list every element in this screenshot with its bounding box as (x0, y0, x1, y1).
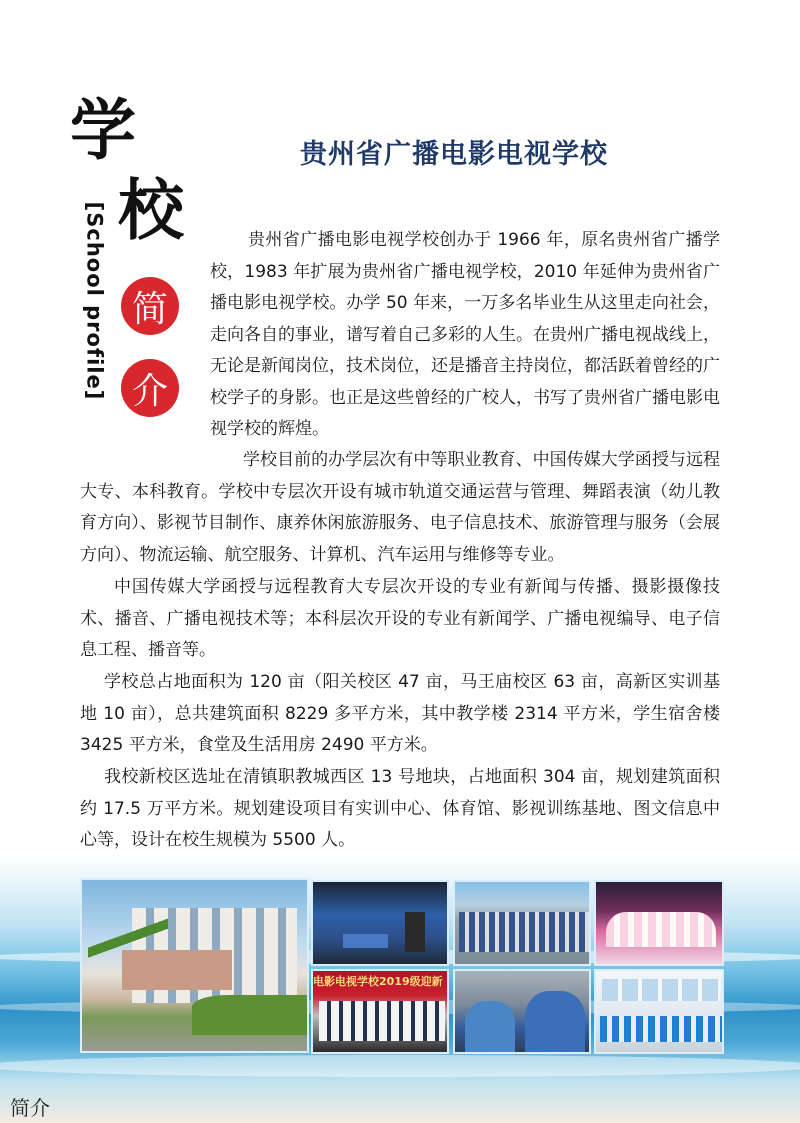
english-subtitle: [School profile] (82, 201, 106, 401)
photo-tv-studio (311, 880, 449, 966)
red-circle-jian: 简 (121, 277, 179, 335)
studio-camera-shape (405, 912, 425, 952)
photo-dance-performance (594, 880, 724, 966)
photo-campus-building (80, 878, 309, 1053)
student-shape (465, 1001, 515, 1054)
photo-military-drill (453, 880, 591, 966)
heading-char-xue: 学 (70, 92, 136, 169)
drill-crowd-shape (459, 912, 589, 952)
canteen-chairs-shape (600, 1016, 722, 1042)
heading-char-xiao: 校 (118, 172, 184, 249)
english-subtitle-vertical (79, 186, 109, 416)
canteen-windows-shape (602, 979, 720, 1001)
lawn-shape (192, 995, 309, 1035)
footer-section-label: 简介 (10, 1096, 50, 1120)
paragraph-history: 贵州省广播电影电视学校创办于 1966 年，原名贵州省广播学校，1983 年扩展为贵州省广播电视学校，2010 年延伸为贵州省广播电影电视学校。办学 50 年来，一万多名毕业生从这里走向社会，走向各自的事业，谱写着自己多彩的人生。在贵州广播电视战线上，无论是新闻岗位，技术岗位，还是播音主持岗位，都活跃着曾经的广校学子的身影。也正是这些曾经的广校人，书写了贵州省广播电影电视学校的辉煌。 (210, 230, 720, 439)
page-title: 贵州省广播电影电视学校 (300, 139, 608, 170)
photo-freshman-group (311, 969, 449, 1054)
paragraph-cuc-programs: 中国传媒大学函授与远程教育大专层次开设的专业有新闻与传播、摄影摄像技术、播音、广播电视技术等；本科层次开设的专业有新闻学、广播电视编导、电子信息工程、播音等。 (80, 577, 720, 660)
studio-desk-shape (343, 934, 388, 948)
group-people-shape (319, 1001, 445, 1041)
dancers-shape (606, 912, 716, 947)
red-circle-jie: 介 (121, 359, 179, 417)
photo-electronics-lab (453, 969, 591, 1054)
palm-leaf-shape (88, 880, 168, 1020)
photo-canteen (594, 969, 724, 1054)
paragraph-programs: 学校目前的办学层次有中等职业教育、中国传媒大学函授与远程大专、本科教育。学校中专层次开设有城市轨道交通运营与管理、舞蹈表演（幼儿教育方向）、影视节目制作、康养休闲旅游服务、电子信息技术、旅游管理与服务（会展方向）、物流运输、航空服务、计算机、汽车运用与维修等专业。 (80, 450, 720, 565)
group-banner-text: 电影电视学校2019级迎新 (313, 975, 443, 988)
wave-decoration (0, 1055, 800, 1077)
student-shape (525, 991, 585, 1054)
paragraph-new-campus: 我校新校区选址在清镇职教城西区 13 号地块，占地面积 304 亩，规划建筑面积约 17.5 万平方米。规划建设项目有实训中心、体育馆、影视训练基地、图文信息中心等，设计在校生规模为 5500 人。 (80, 767, 720, 850)
paragraph-campus-area: 学校总占地面积为 120 亩（阳关校区 47 亩，马王庙校区 63 亩，高新区实训基地 10 亩），总共建筑面积 8229 多平方米，其中教学楼 2314 平方米，学生宿舍楼 3425 平方米，食堂及生活用房 2490 平方米。 (80, 672, 720, 755)
